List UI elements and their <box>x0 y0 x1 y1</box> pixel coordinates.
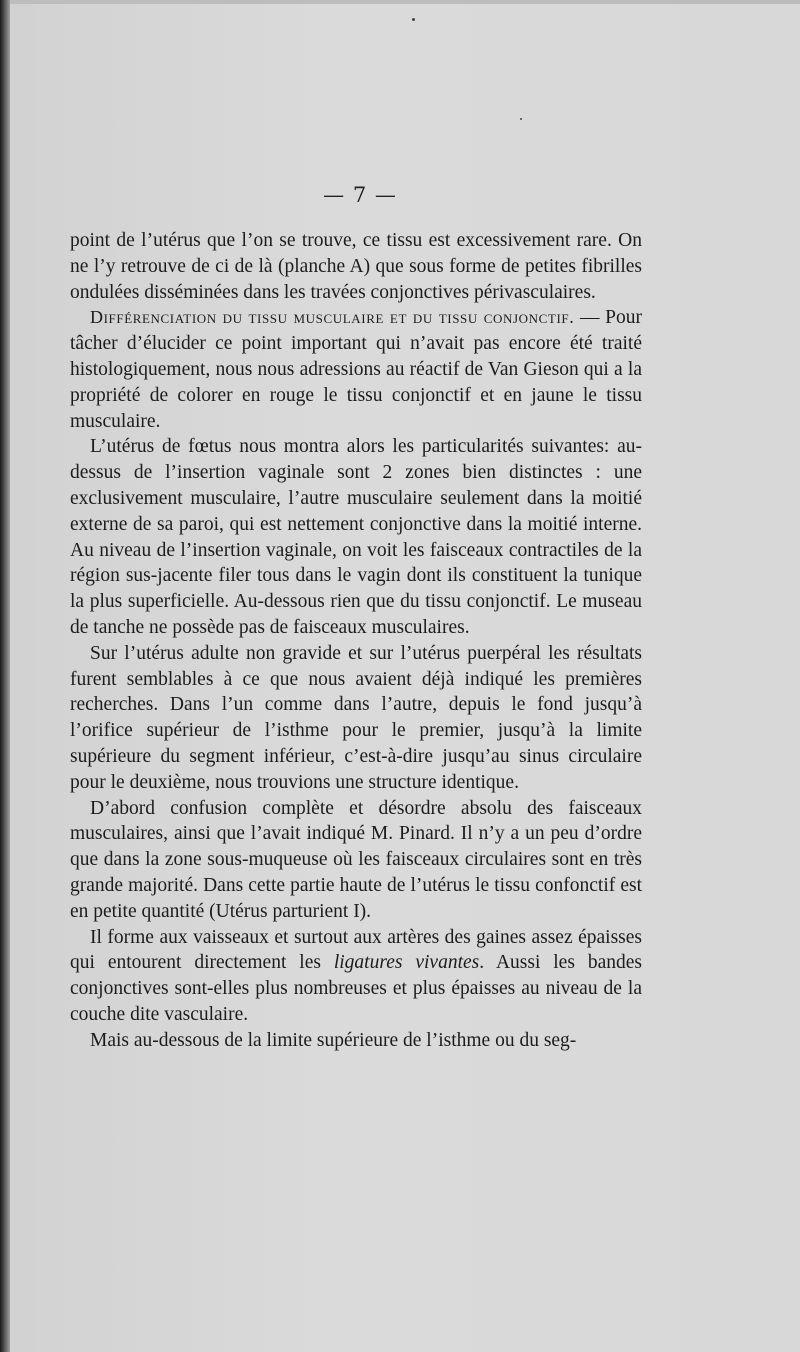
paragraph-6-text-after: . Aussi les bandes conjonctives sont-elles plus nombreuses et plus épaisses au niveau de la couche dite vasculaire. <box>70 952 642 1025</box>
paragraph-7: Mais au-dessous de la limite supérieure de l’isthme ou du seg- <box>90 1029 577 1051</box>
paragraph-2 <box>70 305 642 434</box>
section-heading: Différenciation du tissu musculaire et du tissu conjonctif. <box>90 307 575 328</box>
paragraph-2-text: — Pour tâcher d’élucider ce point important qui n’avait pas encore été traité histologiquement, nous nous adressions au réactif de Van Gieson qui a la propriété de colorer en rouge le tissu conjonctif et en jaune le tissu musculaire. <box>70 307 642 432</box>
paragraph-3: L’utérus de fœtus nous montra alors les particularités suivantes: au-dessus de l’insertion vaginale sont 2 zones bien distinctes : une exclusivement musculaire, l’autre musculaire seulement dans la moitié externe de sa paroi, qui est nettement conjonctive dans la moitié interne. Au niveau de l’insertion vaginale, on voit les faisceaux contractiles de la région sus-jacente filer tous dans le vagin dont ils constituent la tunique la plus superficielle. Au-dessous rien que du tissu conjonctif. Le museau de tanche ne possède pas de faisceaux musculaires. <box>70 436 642 638</box>
page-number: — 7 — <box>323 183 397 207</box>
body-text <box>70 228 642 1054</box>
paragraph-1: point de l’utérus que l’on se trouve, ce tissu est excessivement rare. On ne l’y retrouve de ci de là (planche A) que sous forme de petites fibrilles ondulées disséminées dans les travées conjonctives périvasculaires. <box>70 230 642 303</box>
paragraph-6 <box>70 925 642 1028</box>
paragraph-6-italic: ligatures vivantes <box>333 952 480 974</box>
paragraph-5: D’abord confusion complète et désordre absolu des faisceaux musculaires, ainsi que l’avait indiqué M. Pinard. Il n’y a un peu d’ordre que dans la zone sous-muqueuse où les faisceaux circulaires sont en très grande majorité. Dans cette partie haute de l’utérus le tissu confonctif est en petite quantité (Utérus parturient I). <box>70 797 642 922</box>
paragraph-4: Sur l’utérus adulte non gravide et sur l’utérus puerpéral les résultats furent semblables à ce que nous avaient déjà indiqué les premières recherches. Dans l’un comme dans l’autre, depuis le fond jusqu’à l’orifice supérieur de l’isthme pour le premier, jusqu’à la limite supérieure du segment inférieur, c’est-à-dire jusqu’au sinus circulaire pour le deuxième, nous trouvions une structure identique. <box>70 642 642 793</box>
speck-mark <box>520 118 522 120</box>
scan-top-edge <box>10 0 800 4</box>
speck-mark <box>412 18 415 21</box>
paragraph-6-text-before: Il forme aux vaisseaux et surtout aux artères des gaines assez épaisses qui entourent directement les <box>70 926 642 974</box>
